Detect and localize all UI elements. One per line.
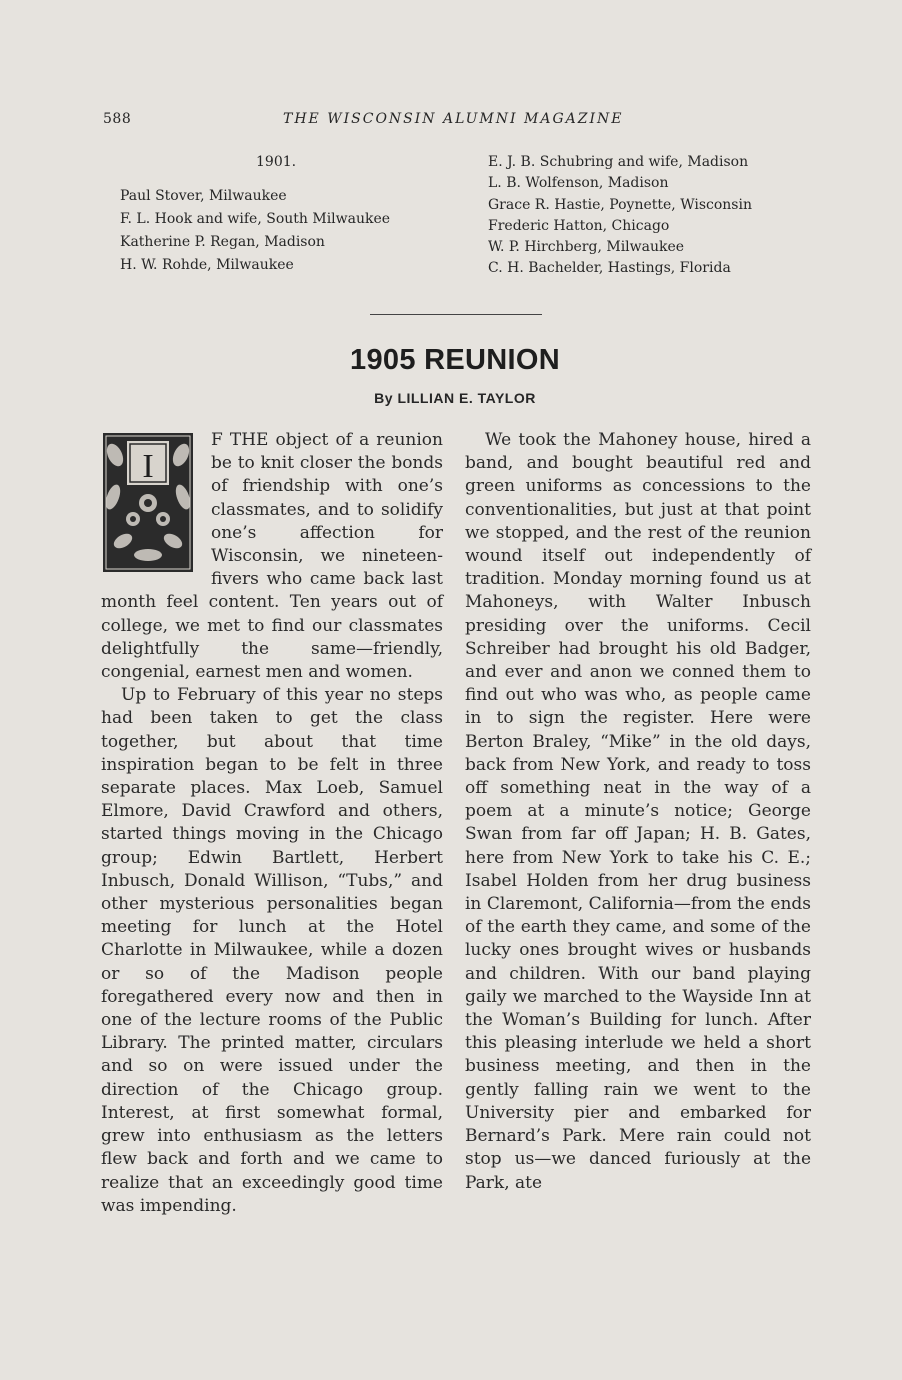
attendee-entry: Katherine P. Regan, Madison bbox=[120, 234, 325, 250]
attendee-entry: E. J. B. Schubring and wife, Madison bbox=[488, 154, 749, 170]
attendee-entry: Grace R. Hastie, Poynette, Wisconsin bbox=[488, 196, 752, 213]
attendee-entry: F. L. Hook and wife, South Milwaukee bbox=[120, 211, 391, 227]
attendee-entry: C. H. Bachelder, Hastings, Florida bbox=[488, 260, 731, 277]
article-paragraph: Up to February of this year no steps had been taken to get the class together, but about that time inspiration began to be felt in three separate places. Max Loeb, Samuel Elmore, David Crawford and others, started things moving in the Chicago group; Edwin Bartlett, Herbert Inbusch, Donald Willison, “Tubs,” and other mysterious personalities began meeting for lunch at the Hotel Charlotte in Milwaukee, while a dozen or so of the Madison people foregathered every now and then in one of the lecture rooms of the Public Library. The printed matter, circulars and so on were issued under the direction of the Chicago group. Interest, at first somewhat formal, grew into enthusiasm as the letters flew back and forth and we came to realize that an exceedingly good time was impending. bbox=[101, 685, 443, 1216]
section-divider bbox=[370, 314, 542, 315]
attendee-entry: W. P. Hirchberg, Milwaukee bbox=[488, 239, 685, 256]
class-year: 1901. bbox=[256, 154, 297, 170]
magazine-title: THE WISCONSIN ALUMNI MAGAZINE bbox=[283, 111, 624, 127]
attendee-entry: Paul Stover, Milwaukee bbox=[120, 188, 287, 204]
page-number: 588 bbox=[103, 111, 132, 127]
attendee-entry: Frederic Hatton, Chicago bbox=[488, 217, 670, 234]
article-title: 1905 REUNION bbox=[350, 344, 560, 376]
drop-cap-letter: I bbox=[142, 448, 154, 485]
attendee-entry: L. B. Wolfenson, Madison bbox=[488, 175, 669, 192]
article-paragraph bbox=[101, 429, 443, 684]
article-byline: By LILLIAN E. TAYLOR bbox=[374, 390, 536, 406]
attendee-list-right bbox=[488, 152, 818, 280]
paragraph-text: F THE object of a reunion be to knit closer the bonds of friendship with one’s classmates, and to solidify one’s affection for Wisconsin, we nineteen-fivers who came back last month feel content. Ten years out of college, we met to find our classmates delightfully the same—friendly, congenial, earnest men and women. bbox=[101, 430, 443, 683]
attendee-entry: H. W. Rohde, Milwaukee bbox=[120, 257, 294, 273]
article-paragraph: We took the Mahoney house, hired a band, and bought beautiful red and green uniforms as concessions to the conventionalities, but just at that point we stopped, and the rest of the reunion wound itself out independently of tradition. Monday morning found us at Mahoneys, with Walter Inbusch presiding over the uniforms. Cecil Schreiber had brought his old Badger, and ever and anon we conned them to find out who was who, as people came in to sign the register. Here were Berton Braley, “Mike” in the old days, back from New York, and ready to toss off something neat in the way of a poem at a minute’s notice; George Swan from far off Japan; H. B. Gates, here from New York to take his C. E.; Isabel Holden from her drug business in Claremont, California—from the ends of the earth they came, and some of the lucky ones brought wives or husbands and children. With our band playing gaily we marched to the Wayside Inn at the Woman’s Building for lunch. After this pleasing interlude we held a short business meeting, and then in the gently falling rain we went to the University pier and embarked for Bernard’s Park. Mere rain could not stop us—we danced furiously at the Park, ate bbox=[465, 430, 811, 1193]
article-column-left bbox=[101, 429, 443, 1218]
article-column-right bbox=[465, 429, 811, 1195]
page-header bbox=[103, 111, 803, 133]
drop-cap-ornament bbox=[103, 433, 193, 572]
attendee-list-left bbox=[120, 151, 460, 277]
